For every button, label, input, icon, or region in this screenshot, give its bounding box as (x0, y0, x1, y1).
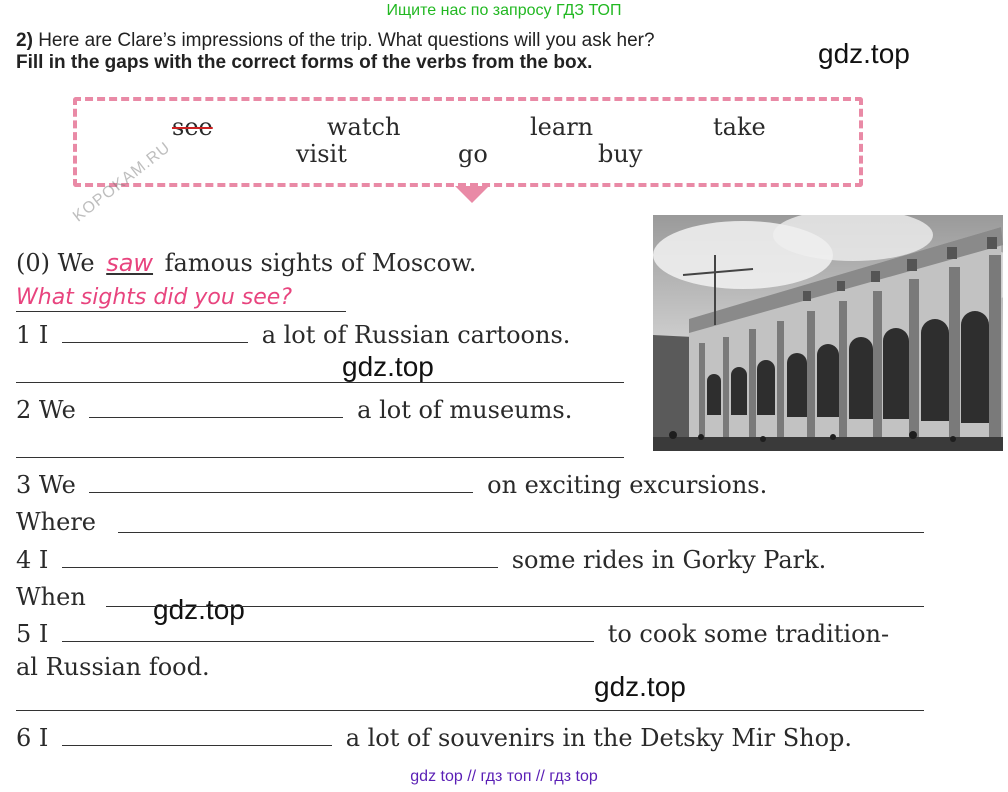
verb-see-crossed: see (172, 113, 213, 141)
answer-blank[interactable] (62, 547, 498, 568)
watermark: gdz.top (153, 594, 245, 625)
item-subject: I (38, 546, 49, 574)
task-instruction-text: Fill in the gaps with the correct forms of the verbs from the box. (16, 52, 593, 73)
task-question-text: Here are Clare’s impressions of the trip. What questions will you ask her? (38, 30, 655, 51)
building-illustration (653, 215, 1003, 451)
answer-blank[interactable] (62, 621, 594, 642)
stamp-watermark: KOPOKAM.RU (70, 139, 174, 226)
answer-blank[interactable] (89, 472, 473, 493)
example-question: What sights did you see? (16, 285, 293, 310)
example-sentence (16, 249, 476, 277)
task-instruction (16, 52, 655, 74)
item-5-continued: al Russian food. (16, 653, 210, 681)
example-suffix: famous sights of Moscow. (164, 249, 477, 277)
example-prefix: (0) We (16, 249, 95, 277)
item-3 (16, 471, 767, 499)
watermark: gdz.top (594, 671, 686, 702)
item-1 (16, 321, 570, 349)
item-number: 4 (16, 546, 32, 574)
question-start-where: Where (16, 508, 97, 536)
item-text: a lot of museums. (357, 396, 573, 424)
question-line[interactable] (16, 457, 624, 458)
question-line[interactable] (16, 382, 624, 383)
example-answer: saw (106, 249, 154, 277)
item-number: 5 (16, 620, 32, 648)
answer-blank[interactable] (62, 725, 332, 746)
task-header (16, 30, 655, 74)
verb-visit: visit (296, 140, 347, 168)
question-start-when: When (16, 583, 86, 611)
answer-blank[interactable] (62, 322, 248, 343)
task-question (16, 30, 655, 52)
verb-learn: learn (530, 113, 594, 141)
question-line[interactable] (118, 532, 924, 533)
verb-watch: watch (327, 113, 401, 141)
task-number: 2) (16, 30, 33, 51)
item-number: 6 (16, 724, 32, 752)
footer-links[interactable]: gdz top // гдз топ // гдз top (410, 768, 598, 785)
item-subject: We (38, 396, 76, 424)
item-number: 2 (16, 396, 32, 424)
verb-buy: buy (598, 140, 643, 168)
item-subject: I (38, 620, 49, 648)
question-line[interactable] (106, 606, 924, 607)
item-2 (16, 396, 572, 424)
watermark: gdz.top (342, 351, 434, 382)
item-text: a lot of Russian cartoons. (261, 321, 571, 349)
item-number: 3 (16, 471, 32, 499)
search-banner[interactable]: Ищите нас по запросу ГДЗ ТОП (386, 2, 622, 19)
item-5 (16, 620, 889, 648)
item-subject: I (38, 724, 49, 752)
question-line[interactable] (16, 710, 924, 711)
item-text: to cook some tradition- (607, 620, 890, 648)
item-subject: I (38, 321, 49, 349)
verb-take: take (713, 113, 766, 141)
item-6 (16, 724, 852, 752)
item-text: a lot of souvenirs in the Detsky Mir Shop. (345, 724, 853, 752)
item-text: on exciting excursions. (487, 471, 768, 499)
item-subject: We (38, 471, 76, 499)
verb-box-pointer (455, 186, 489, 203)
item-number: 1 (16, 321, 32, 349)
example-question-line (16, 311, 346, 312)
answer-blank[interactable] (89, 397, 343, 418)
item-text: some rides in Gorky Park. (511, 546, 827, 574)
watermark: gdz.top (818, 38, 910, 69)
verb-go: go (458, 140, 488, 168)
item-4 (16, 546, 826, 574)
detsky-mir-photo (653, 215, 1003, 451)
